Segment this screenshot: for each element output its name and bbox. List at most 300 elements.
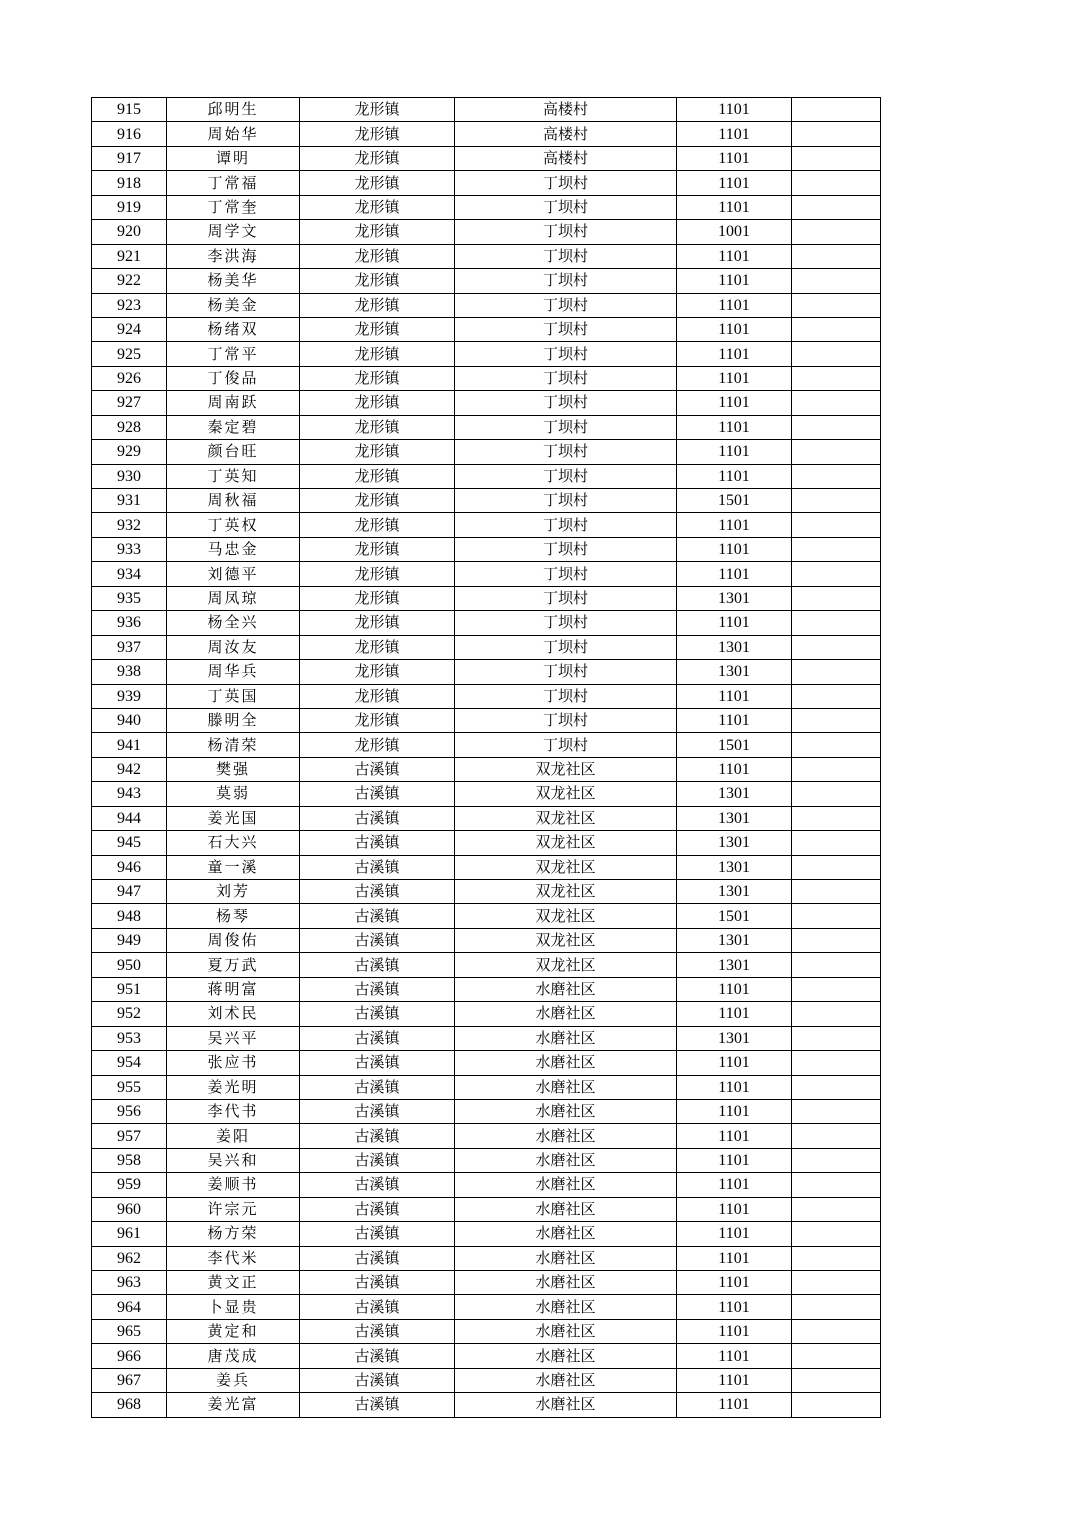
- name-cell: 姜兵: [167, 1368, 300, 1392]
- table-row: [92, 782, 881, 806]
- remark-cell: [792, 1319, 881, 1343]
- village-cell: 丁坝村: [455, 660, 677, 684]
- remark-cell: [792, 122, 881, 146]
- remark-cell: [792, 513, 881, 537]
- village-cell: 双龙社区: [455, 855, 677, 879]
- town-cell: 龙形镇: [300, 733, 455, 757]
- village-cell: 水磨社区: [455, 1222, 677, 1246]
- remark-cell: [792, 342, 881, 366]
- name-cell: 周学文: [167, 220, 300, 244]
- row-number-cell: 936: [92, 611, 167, 635]
- remark-cell: [792, 537, 881, 561]
- name-cell: 周华兵: [167, 660, 300, 684]
- row-number-cell: 917: [92, 146, 167, 170]
- town-cell: 龙形镇: [300, 269, 455, 293]
- remark-cell: [792, 220, 881, 244]
- remark-cell: [792, 1124, 881, 1148]
- name-cell: 秦定碧: [167, 415, 300, 439]
- table-row: [92, 928, 881, 952]
- table-row: [92, 953, 881, 977]
- remark-cell: [792, 1148, 881, 1172]
- code-cell: 1501: [677, 904, 792, 928]
- row-number-cell: 930: [92, 464, 167, 488]
- table-row: [92, 1002, 881, 1026]
- code-cell: 1301: [677, 586, 792, 610]
- remark-cell: [792, 415, 881, 439]
- remark-cell: [792, 1246, 881, 1270]
- village-cell: 双龙社区: [455, 953, 677, 977]
- town-cell: 龙形镇: [300, 660, 455, 684]
- town-cell: 龙形镇: [300, 220, 455, 244]
- village-cell: 水磨社区: [455, 1368, 677, 1392]
- name-cell: 马忠金: [167, 537, 300, 561]
- name-cell: 杨清荣: [167, 733, 300, 757]
- name-cell: 唐茂成: [167, 1344, 300, 1368]
- record-table: [91, 97, 881, 1418]
- table-row: [92, 98, 881, 122]
- code-cell: 1101: [677, 708, 792, 732]
- town-cell: 龙形镇: [300, 635, 455, 659]
- remark-cell: [792, 953, 881, 977]
- table-row: [92, 733, 881, 757]
- name-cell: 卜显贵: [167, 1295, 300, 1319]
- code-cell: 1101: [677, 415, 792, 439]
- village-cell: 丁坝村: [455, 733, 677, 757]
- town-cell: 龙形镇: [300, 244, 455, 268]
- village-cell: 水磨社区: [455, 1124, 677, 1148]
- row-number-cell: 925: [92, 342, 167, 366]
- row-number-cell: 956: [92, 1099, 167, 1123]
- code-cell: 1301: [677, 928, 792, 952]
- remark-cell: [792, 1344, 881, 1368]
- row-number-cell: 947: [92, 880, 167, 904]
- remark-cell: [792, 635, 881, 659]
- row-number-cell: 937: [92, 635, 167, 659]
- code-cell: 1101: [677, 1368, 792, 1392]
- code-cell: 1301: [677, 1026, 792, 1050]
- code-cell: 1101: [677, 1271, 792, 1295]
- table-row: [92, 708, 881, 732]
- row-number-cell: 941: [92, 733, 167, 757]
- village-cell: 丁坝村: [455, 244, 677, 268]
- name-cell: 吴兴和: [167, 1148, 300, 1172]
- name-cell: 丁英国: [167, 684, 300, 708]
- village-cell: 水磨社区: [455, 1075, 677, 1099]
- table-row: [92, 611, 881, 635]
- name-cell: 周南跃: [167, 391, 300, 415]
- village-cell: 丁坝村: [455, 269, 677, 293]
- code-cell: 1301: [677, 953, 792, 977]
- name-cell: 李代书: [167, 1099, 300, 1123]
- code-cell: 1101: [677, 171, 792, 195]
- code-cell: 1301: [677, 806, 792, 830]
- row-number-cell: 948: [92, 904, 167, 928]
- row-number-cell: 916: [92, 122, 167, 146]
- table-row: [92, 537, 881, 561]
- name-cell: 樊强: [167, 757, 300, 781]
- code-cell: 1101: [677, 1099, 792, 1123]
- remark-cell: [792, 1099, 881, 1123]
- village-cell: 双龙社区: [455, 880, 677, 904]
- town-cell: 古溪镇: [300, 928, 455, 952]
- row-number-cell: 939: [92, 684, 167, 708]
- remark-cell: [792, 904, 881, 928]
- name-cell: 周俊佑: [167, 928, 300, 952]
- row-number-cell: 927: [92, 391, 167, 415]
- row-number-cell: 935: [92, 586, 167, 610]
- remark-cell: [792, 1051, 881, 1075]
- name-cell: 周汝友: [167, 635, 300, 659]
- village-cell: 双龙社区: [455, 928, 677, 952]
- code-cell: 1101: [677, 1246, 792, 1270]
- row-number-cell: 961: [92, 1222, 167, 1246]
- village-cell: 丁坝村: [455, 635, 677, 659]
- name-cell: 杨琴: [167, 904, 300, 928]
- table-row: [92, 1344, 881, 1368]
- name-cell: 吴兴平: [167, 1026, 300, 1050]
- town-cell: 古溪镇: [300, 1075, 455, 1099]
- remark-cell: [792, 880, 881, 904]
- code-cell: 1101: [677, 195, 792, 219]
- town-cell: 龙形镇: [300, 708, 455, 732]
- town-cell: 龙形镇: [300, 171, 455, 195]
- town-cell: 古溪镇: [300, 806, 455, 830]
- name-cell: 刘芳: [167, 880, 300, 904]
- remark-cell: [792, 1173, 881, 1197]
- code-cell: 1101: [677, 977, 792, 1001]
- name-cell: 周秋福: [167, 489, 300, 513]
- row-number-cell: 963: [92, 1271, 167, 1295]
- remark-cell: [792, 757, 881, 781]
- remark-cell: [792, 782, 881, 806]
- table-row: [92, 660, 881, 684]
- row-number-cell: 926: [92, 366, 167, 390]
- village-cell: 高楼村: [455, 122, 677, 146]
- name-cell: 丁常福: [167, 171, 300, 195]
- code-cell: 1301: [677, 855, 792, 879]
- code-cell: 1101: [677, 1002, 792, 1026]
- remark-cell: [792, 1026, 881, 1050]
- remark-cell: [792, 171, 881, 195]
- town-cell: 古溪镇: [300, 782, 455, 806]
- row-number-cell: 960: [92, 1197, 167, 1221]
- village-cell: 水磨社区: [455, 1002, 677, 1026]
- name-cell: 石大兴: [167, 831, 300, 855]
- remark-cell: [792, 269, 881, 293]
- row-number-cell: 945: [92, 831, 167, 855]
- row-number-cell: 933: [92, 537, 167, 561]
- remark-cell: [792, 98, 881, 122]
- name-cell: 夏万武: [167, 953, 300, 977]
- code-cell: 1101: [677, 513, 792, 537]
- row-number-cell: 953: [92, 1026, 167, 1050]
- table-row: [92, 1368, 881, 1392]
- town-cell: 龙形镇: [300, 122, 455, 146]
- village-cell: 水磨社区: [455, 1295, 677, 1319]
- town-cell: 龙形镇: [300, 586, 455, 610]
- remark-cell: [792, 1222, 881, 1246]
- row-number-cell: 954: [92, 1051, 167, 1075]
- town-cell: 古溪镇: [300, 904, 455, 928]
- code-cell: 1501: [677, 489, 792, 513]
- town-cell: 龙形镇: [300, 98, 455, 122]
- name-cell: 莫弱: [167, 782, 300, 806]
- row-number-cell: 929: [92, 440, 167, 464]
- row-number-cell: 918: [92, 171, 167, 195]
- table-row: [92, 880, 881, 904]
- name-cell: 张应书: [167, 1051, 300, 1075]
- village-cell: 水磨社区: [455, 1344, 677, 1368]
- code-cell: 1101: [677, 1051, 792, 1075]
- remark-cell: [792, 366, 881, 390]
- row-number-cell: 967: [92, 1368, 167, 1392]
- name-cell: 丁英知: [167, 464, 300, 488]
- name-cell: 姜光明: [167, 1075, 300, 1099]
- town-cell: 古溪镇: [300, 1222, 455, 1246]
- code-cell: 1301: [677, 635, 792, 659]
- row-number-cell: 942: [92, 757, 167, 781]
- row-number-cell: 931: [92, 489, 167, 513]
- row-number-cell: 964: [92, 1295, 167, 1319]
- village-cell: 丁坝村: [455, 366, 677, 390]
- row-number-cell: 962: [92, 1246, 167, 1270]
- code-cell: 1101: [677, 317, 792, 341]
- table-row: [92, 831, 881, 855]
- town-cell: 古溪镇: [300, 1295, 455, 1319]
- town-cell: 龙形镇: [300, 684, 455, 708]
- town-cell: 龙形镇: [300, 611, 455, 635]
- row-number-cell: 922: [92, 269, 167, 293]
- village-cell: 丁坝村: [455, 317, 677, 341]
- name-cell: 刘术民: [167, 1002, 300, 1026]
- remark-cell: [792, 489, 881, 513]
- town-cell: 古溪镇: [300, 1148, 455, 1172]
- table-row: [92, 1393, 881, 1417]
- table-row: [92, 317, 881, 341]
- name-cell: 姜顺书: [167, 1173, 300, 1197]
- code-cell: 1101: [677, 244, 792, 268]
- town-cell: 龙形镇: [300, 513, 455, 537]
- code-cell: 1101: [677, 342, 792, 366]
- name-cell: 周凤琼: [167, 586, 300, 610]
- town-cell: 古溪镇: [300, 1051, 455, 1075]
- name-cell: 丁英权: [167, 513, 300, 537]
- village-cell: 丁坝村: [455, 586, 677, 610]
- remark-cell: [792, 391, 881, 415]
- code-cell: 1101: [677, 757, 792, 781]
- town-cell: 古溪镇: [300, 1026, 455, 1050]
- row-number-cell: 921: [92, 244, 167, 268]
- village-cell: 丁坝村: [455, 513, 677, 537]
- town-cell: 龙形镇: [300, 537, 455, 561]
- table-row: [92, 220, 881, 244]
- remark-cell: [792, 928, 881, 952]
- village-cell: 水磨社区: [455, 1051, 677, 1075]
- code-cell: 1101: [677, 122, 792, 146]
- remark-cell: [792, 611, 881, 635]
- town-cell: 龙形镇: [300, 146, 455, 170]
- village-cell: 双龙社区: [455, 904, 677, 928]
- table-row: [92, 1099, 881, 1123]
- row-number-cell: 949: [92, 928, 167, 952]
- remark-cell: [792, 1393, 881, 1417]
- remark-cell: [792, 244, 881, 268]
- town-cell: 古溪镇: [300, 855, 455, 879]
- remark-cell: [792, 146, 881, 170]
- name-cell: 姜光国: [167, 806, 300, 830]
- table-row: [92, 1319, 881, 1343]
- table-row: [92, 489, 881, 513]
- table-row: [92, 1051, 881, 1075]
- row-number-cell: 944: [92, 806, 167, 830]
- table-row: [92, 1197, 881, 1221]
- remark-cell: [792, 660, 881, 684]
- code-cell: 1101: [677, 611, 792, 635]
- remark-cell: [792, 317, 881, 341]
- town-cell: 龙形镇: [300, 489, 455, 513]
- remark-cell: [792, 1368, 881, 1392]
- code-cell: 1101: [677, 1222, 792, 1246]
- row-number-cell: 943: [92, 782, 167, 806]
- row-number-cell: 957: [92, 1124, 167, 1148]
- code-cell: 1101: [677, 440, 792, 464]
- code-cell: 1101: [677, 1075, 792, 1099]
- row-number-cell: 923: [92, 293, 167, 317]
- town-cell: 古溪镇: [300, 757, 455, 781]
- village-cell: 水磨社区: [455, 1271, 677, 1295]
- row-number-cell: 932: [92, 513, 167, 537]
- village-cell: 水磨社区: [455, 1319, 677, 1343]
- town-cell: 古溪镇: [300, 1393, 455, 1417]
- table-row: [92, 635, 881, 659]
- remark-cell: [792, 831, 881, 855]
- table-row: [92, 757, 881, 781]
- table-row: [92, 1222, 881, 1246]
- row-number-cell: 915: [92, 98, 167, 122]
- village-cell: 丁坝村: [455, 611, 677, 635]
- table-row: [92, 464, 881, 488]
- village-cell: 双龙社区: [455, 757, 677, 781]
- code-cell: 1101: [677, 464, 792, 488]
- row-number-cell: 955: [92, 1075, 167, 1099]
- name-cell: 邱明生: [167, 98, 300, 122]
- code-cell: 1301: [677, 660, 792, 684]
- name-cell: 蒋明富: [167, 977, 300, 1001]
- village-cell: 丁坝村: [455, 220, 677, 244]
- name-cell: 李洪海: [167, 244, 300, 268]
- village-cell: 水磨社区: [455, 1099, 677, 1123]
- town-cell: 龙形镇: [300, 440, 455, 464]
- code-cell: 1101: [677, 1173, 792, 1197]
- remark-cell: [792, 855, 881, 879]
- town-cell: 龙形镇: [300, 464, 455, 488]
- table-row: [92, 904, 881, 928]
- town-cell: 古溪镇: [300, 1344, 455, 1368]
- remark-cell: [792, 684, 881, 708]
- row-number-cell: 966: [92, 1344, 167, 1368]
- town-cell: 古溪镇: [300, 977, 455, 1001]
- name-cell: 姜阳: [167, 1124, 300, 1148]
- remark-cell: [792, 1295, 881, 1319]
- table-row: [92, 244, 881, 268]
- village-cell: 水磨社区: [455, 1246, 677, 1270]
- record-table-body: [92, 98, 881, 1418]
- row-number-cell: 934: [92, 562, 167, 586]
- code-cell: 1101: [677, 1197, 792, 1221]
- name-cell: 刘德平: [167, 562, 300, 586]
- code-cell: 1101: [677, 391, 792, 415]
- table-row: [92, 1124, 881, 1148]
- table-row: [92, 1148, 881, 1172]
- village-cell: 丁坝村: [455, 415, 677, 439]
- name-cell: 颜台旺: [167, 440, 300, 464]
- code-cell: 1101: [677, 684, 792, 708]
- name-cell: 杨全兴: [167, 611, 300, 635]
- code-cell: 1101: [677, 562, 792, 586]
- name-cell: 童一溪: [167, 855, 300, 879]
- name-cell: 黄定和: [167, 1319, 300, 1343]
- code-cell: 1101: [677, 98, 792, 122]
- town-cell: 古溪镇: [300, 1246, 455, 1270]
- village-cell: 丁坝村: [455, 537, 677, 561]
- town-cell: 古溪镇: [300, 1173, 455, 1197]
- table-row: [92, 855, 881, 879]
- village-cell: 水磨社区: [455, 1197, 677, 1221]
- table-row: [92, 977, 881, 1001]
- remark-cell: [792, 195, 881, 219]
- remark-cell: [792, 586, 881, 610]
- name-cell: 杨绪双: [167, 317, 300, 341]
- row-number-cell: 950: [92, 953, 167, 977]
- village-cell: 丁坝村: [455, 562, 677, 586]
- village-cell: 高楼村: [455, 146, 677, 170]
- row-number-cell: 952: [92, 1002, 167, 1026]
- town-cell: 古溪镇: [300, 1368, 455, 1392]
- table-row: [92, 269, 881, 293]
- town-cell: 古溪镇: [300, 1197, 455, 1221]
- table-row: [92, 415, 881, 439]
- code-cell: 1101: [677, 1393, 792, 1417]
- code-cell: 1101: [677, 1148, 792, 1172]
- table-row: [92, 293, 881, 317]
- village-cell: 水磨社区: [455, 1148, 677, 1172]
- remark-cell: [792, 562, 881, 586]
- remark-cell: [792, 1075, 881, 1099]
- village-cell: 水磨社区: [455, 1026, 677, 1050]
- code-cell: 1101: [677, 146, 792, 170]
- village-cell: 双龙社区: [455, 806, 677, 830]
- name-cell: 姜光富: [167, 1393, 300, 1417]
- village-cell: 丁坝村: [455, 391, 677, 415]
- remark-cell: [792, 293, 881, 317]
- table-row: [92, 342, 881, 366]
- table-row: [92, 1173, 881, 1197]
- town-cell: 古溪镇: [300, 1319, 455, 1343]
- row-number-cell: 940: [92, 708, 167, 732]
- town-cell: 龙形镇: [300, 562, 455, 586]
- village-cell: 水磨社区: [455, 1173, 677, 1197]
- table-row: [92, 684, 881, 708]
- town-cell: 古溪镇: [300, 880, 455, 904]
- village-cell: 丁坝村: [455, 464, 677, 488]
- code-cell: 1101: [677, 293, 792, 317]
- village-cell: 丁坝村: [455, 171, 677, 195]
- code-cell: 1101: [677, 1295, 792, 1319]
- village-cell: 丁坝村: [455, 440, 677, 464]
- name-cell: 杨美华: [167, 269, 300, 293]
- table-row: [92, 440, 881, 464]
- remark-cell: [792, 806, 881, 830]
